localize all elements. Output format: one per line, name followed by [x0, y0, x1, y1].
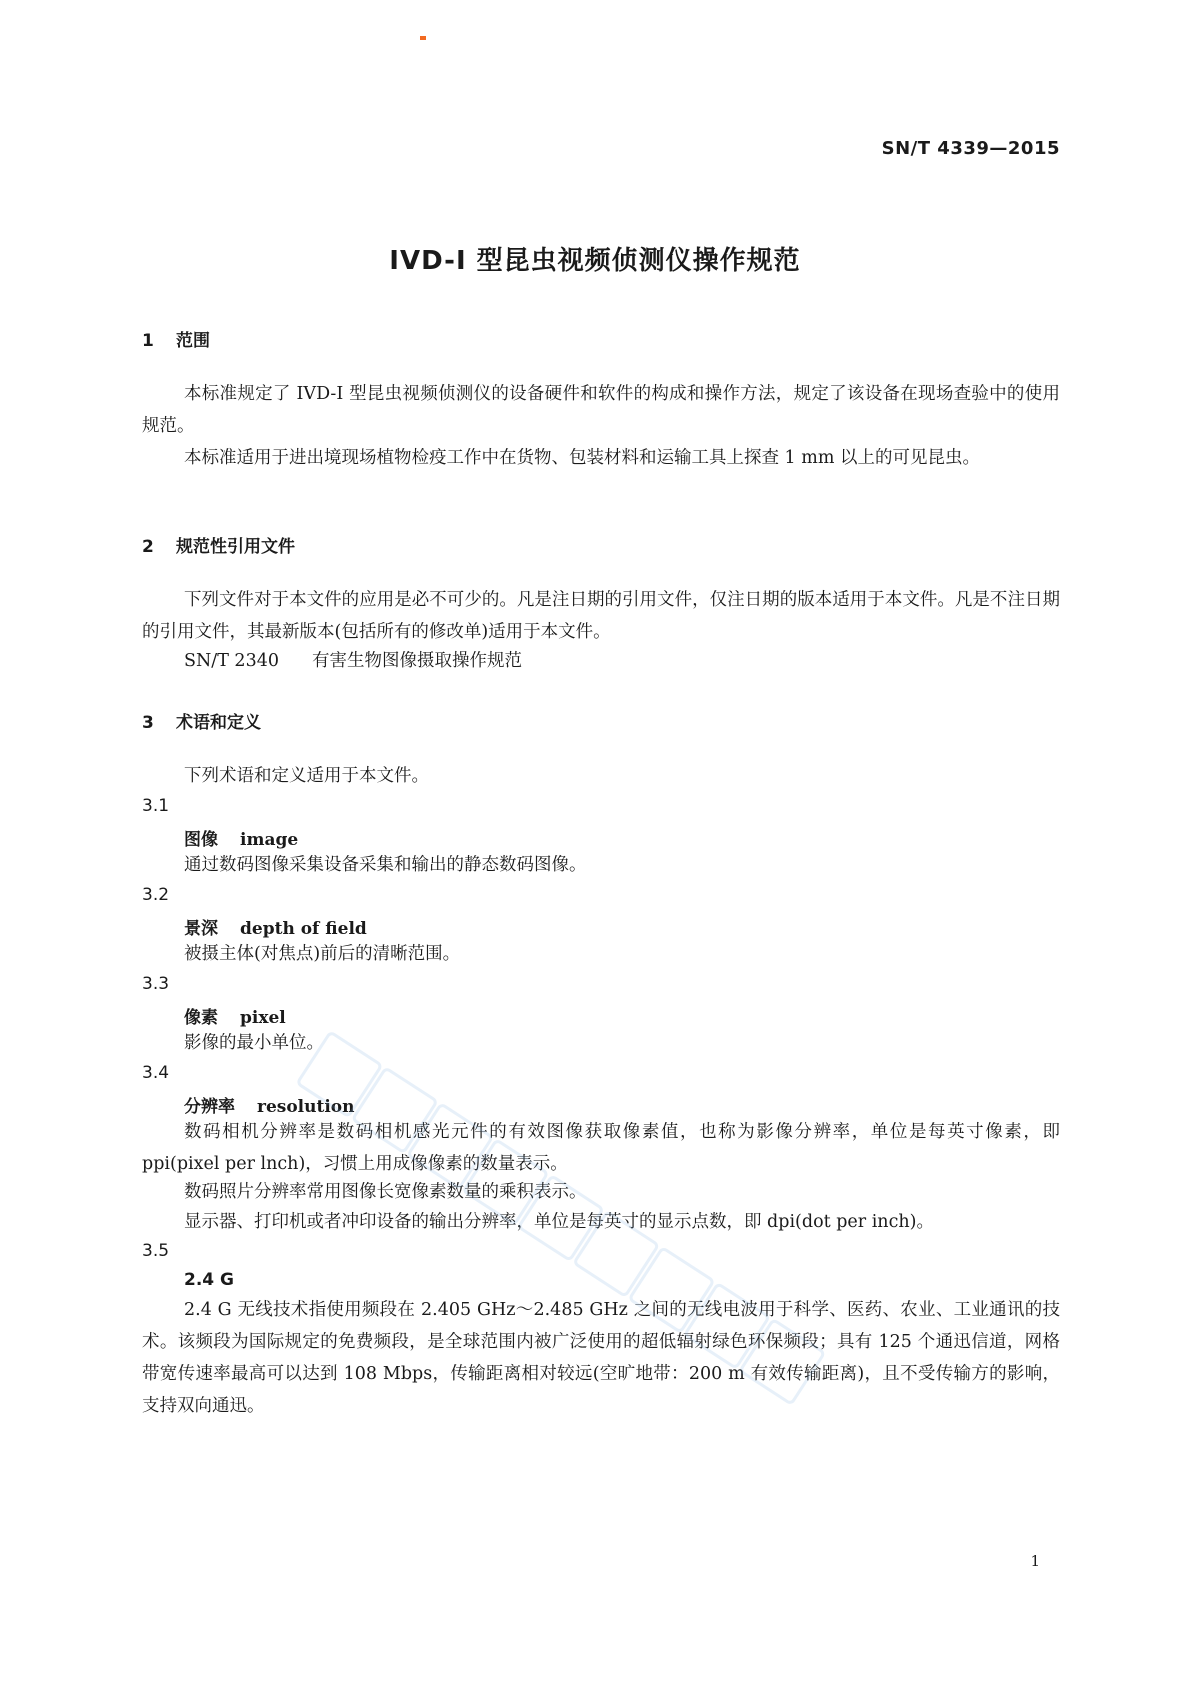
- paragraph: 下列术语和定义适用于本文件。: [184, 766, 429, 786]
- section-heading-3: [142, 708, 261, 733]
- term-definition: 2.4 G 无线技术指使用频段在 2.405 GHz～2.485 GHz 之间的无线电波用于科学、医药、农业、工业通讯的技术。该频段为国际规定的免费频段，是全球范围内被广泛使用的超低辐射绿色环保频段；具有 125 个通迅信道，网格带宽传速率最高可以达到 108 Mbps，传输距离相对较远(空旷地带：200 m 有效传输距离)，且不受传输方的影响，支持双向通迅。: [142, 1300, 1060, 1416]
- term-zh: 分辨率: [184, 1097, 235, 1117]
- term-heading: [184, 1092, 355, 1117]
- section-title: 规范性引用文件: [176, 537, 295, 557]
- standard-code: SN/T 4339—2015: [881, 138, 1060, 159]
- term-definition: 通过数码图像采集设备采集和输出的静态数码图像。: [184, 855, 587, 875]
- section-title: 范围: [176, 331, 210, 351]
- term-heading: [184, 1270, 234, 1290]
- term-definition: 影像的最小单位。: [184, 1033, 324, 1053]
- section-title: 术语和定义: [176, 713, 261, 733]
- term-en: resolution: [257, 1097, 355, 1117]
- paragraph: 本标准规定了 IVD-I 型昆虫视频侦测仪的设备硬件和软件的构成和操作方法，规定了该设备在现场查验中的使用规范。: [142, 384, 1060, 436]
- clause-number: 3.3: [142, 974, 170, 994]
- paragraph: 本标准适用于进出境现场植物检疫工作中在货物、包装材料和运输工具上探查 1 mm 以上的可见昆虫。: [184, 448, 981, 468]
- clause-number: 3.5: [142, 1241, 170, 1261]
- term-definition: 数码照片分辨率常用图像长宽像素数量的乘积表示。: [184, 1182, 587, 1202]
- term-zh: 2.4 G: [184, 1270, 234, 1290]
- section-heading-1: [142, 326, 210, 351]
- section-heading-2: [142, 532, 295, 557]
- reference-code: SN/T 2340: [184, 651, 279, 671]
- term-en: image: [240, 830, 299, 850]
- term-definition: 数码相机分辨率是数码相机感光元件的有效图像获取像素值，也称为影像分辨率，单位是每英寸像素，即 ppi(pixel per lnch)，习惯上用成像像素的数量表示。: [142, 1122, 1060, 1174]
- document-title: IVD-I 型昆虫视频侦测仪操作规范: [389, 246, 801, 276]
- section-number: 3: [142, 713, 154, 733]
- paragraph: 下列文件对于本文件的应用是必不可少的。凡是注日期的引用文件，仅注日期的版本适用于本文件。凡是不注日期的引用文件，其最新版本(包括所有的修改单)适用于本文件。: [142, 590, 1060, 642]
- section-number: 2: [142, 537, 154, 557]
- reference-title: 有害生物图像摄取操作规范: [312, 651, 522, 671]
- term-definition: 显示器、打印机或者冲印设备的输出分辨率，单位是每英寸的显示点数，即 dpi(dot per inch)。: [184, 1212, 934, 1232]
- clause-number: 3.4: [142, 1063, 170, 1083]
- section-number: 1: [142, 331, 154, 351]
- term-heading: [184, 825, 298, 850]
- term-heading: [184, 914, 367, 939]
- term-en: pixel: [240, 1008, 286, 1028]
- term-en: depth of field: [240, 919, 367, 939]
- page-number: 1: [1030, 1552, 1040, 1570]
- clause-number: 3.2: [142, 885, 170, 905]
- term-zh: 像素: [184, 1008, 218, 1028]
- term-definition: 被摄主体(对焦点)前后的清晰范围。: [184, 944, 461, 964]
- term-heading: [184, 1003, 286, 1028]
- normative-reference: [184, 645, 1060, 677]
- page-marker: [420, 36, 426, 40]
- term-zh: 景深: [184, 919, 218, 939]
- term-zh: 图像: [184, 830, 218, 850]
- clause-number: 3.1: [142, 796, 170, 816]
